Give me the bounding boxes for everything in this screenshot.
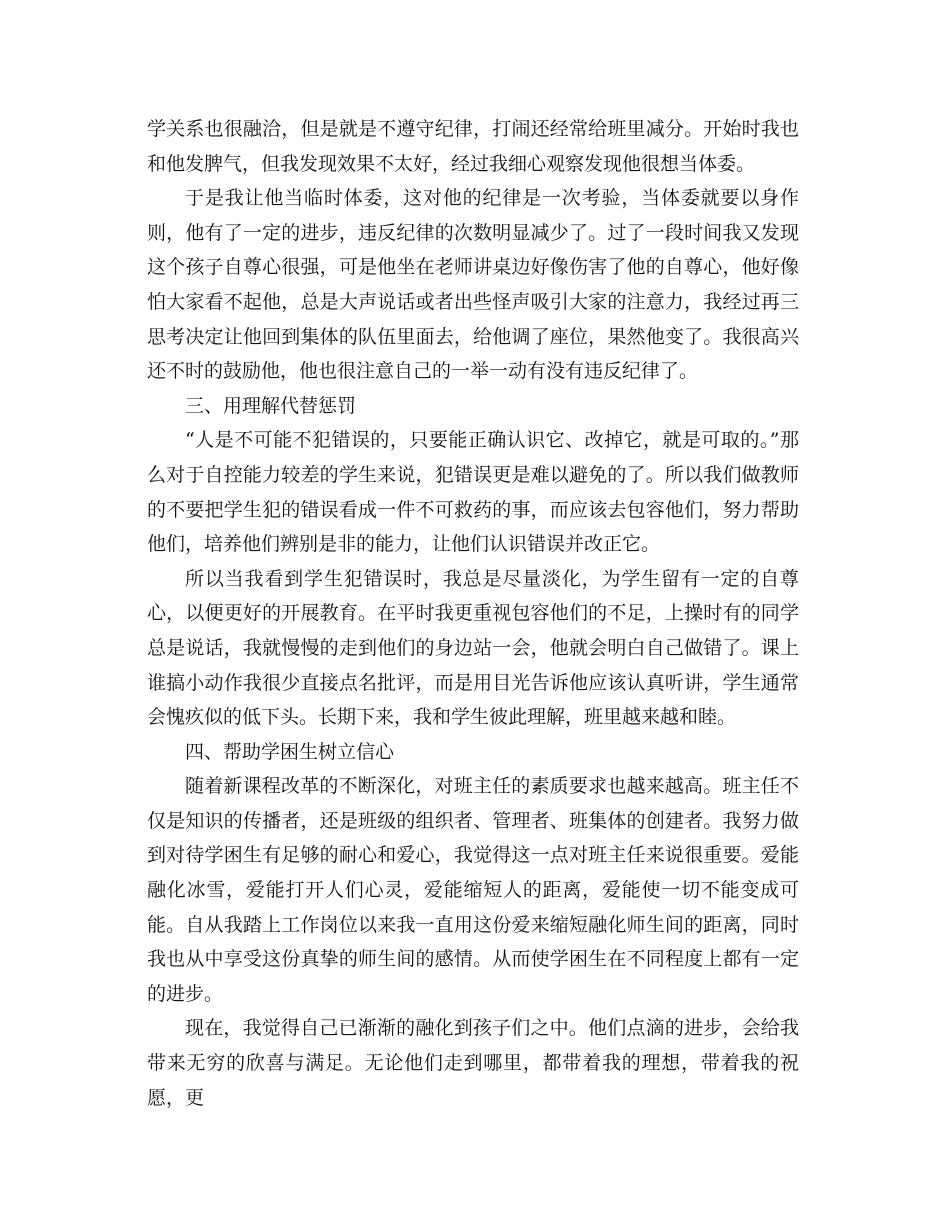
paragraph-1: 学关系也很融洽，但是就是不遵守纪律，打闹还经常给班里减分。开始时我也和他发脾气，但我发现效果不太好，经过我细心观察发现他很想当体委。 xyxy=(147,118,799,175)
paragraph-8: 现在，我觉得自己已渐渐的融化到孩子们之中。他们点滴的进步，会给我带来无穷的欣喜与满足。无论他们走到哪里，都带着我的理想，带着我的祝愿，更 xyxy=(147,1017,799,1109)
section-heading-4: 四、帮助学困生树立信心 xyxy=(185,740,395,763)
paragraph-5: 所以当我看到学生犯错误时，我总是尽量淡化，为学生留有一定的自尊心，以便更好的开展教育。在平时我更重视包容他们的不足，上操时有的同学总是说话，我就慢慢的走到他们的身边站一会，他就会明白自己做错了。课上谁搞小动作我很少直接点名批评，而是用目光告诉他应该认真听讲，学生通常会愧疚似的低下头。长期下来，我和学生彼此理解，班里越来越和睦。 xyxy=(147,567,799,729)
paragraph-2: 于是我让他当临时体委，这对他的纪律是一次考验，当体委就要以身作则，他有了一定的进步，违反纪律的次数明显减少了。过了一段时间我又发现这个孩子自尊心很强，可是他坐在老师讲桌边好像伤害了他的自尊心，他好像怕大家看不起他，总是大声说话或者出些怪声吸引大家的注意力，我经过再三思考决定让他回到集体的队伍里面去，给他调了座位，果然他变了。我很高兴还不时的鼓励他，他也很注意自己的一举一动有没有违反纪律了。 xyxy=(147,187,799,383)
paragraph-7: 随着新课程改革的不断深化，对班主任的素质要求也越来越高。班主任不仅是知识的传播者，还是班级的组织者、管理者、班集体的创建者。我努力做到对待学困生有足够的耐心和爱心，我觉得这一点对班主任来说很重要。爱能融化冰雪，爱能打开人们心灵，爱能缩短人的距离，爱能使一切不能变成可能。自从我踏上工作岗位以来我一直用这份爱来缩短融化师生间的距离，同时我也从中享受这份真挚的师生间的感情。从而使学困生在不同程度上都有一定的进步。 xyxy=(147,775,799,1005)
document-page xyxy=(147,112,799,1115)
section-heading-3: 三、用理解代替惩罚 xyxy=(185,394,357,417)
paragraph-4: “人是不可能不犯错误的，只要能正确认识它、改掉它，就是可取的。”那么对于自控能力较差的学生来说，犯错误更是难以避免的了。所以我们做教师的不要把学生犯的错误看成一件不可救药的事，而应该去包容他们，努力帮助他们，培养他们辨别是非的能力，让他们认识错误并改正它。 xyxy=(147,429,799,556)
